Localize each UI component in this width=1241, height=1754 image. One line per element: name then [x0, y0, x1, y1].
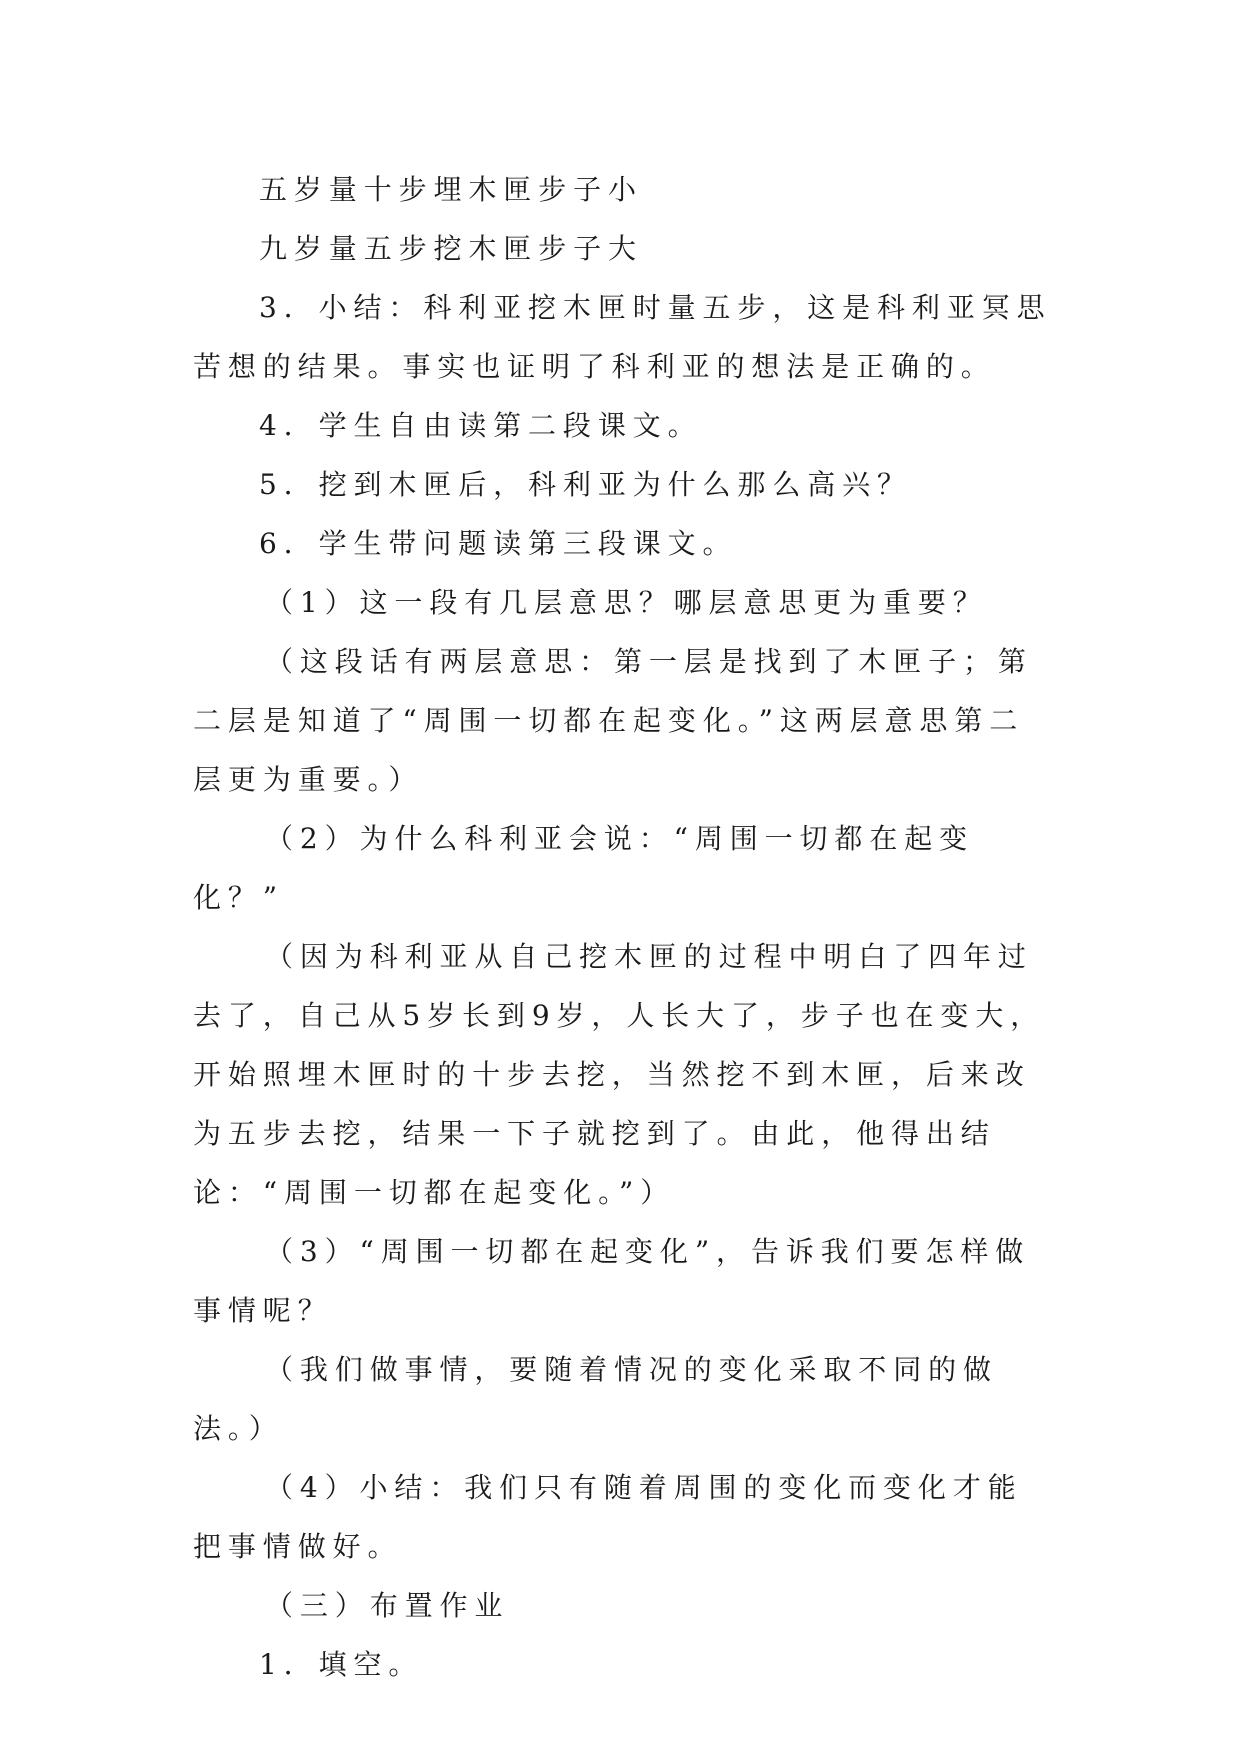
homework-item-1: 1．填空。 [259, 1648, 424, 1681]
question-4: （4）小结：我们只有随着周围的变化而变化才能把事情做好。 [193, 1471, 1023, 1563]
question-2: （2）为什么科利亚会说：“周围一切都在起变化？” [193, 822, 975, 914]
question-1: （1）这一段有几层意思？哪层意思更为重要？ [265, 586, 988, 619]
paragraph-item-5: 5．挖到木匣后，科利亚为什么那么高兴？ [259, 468, 912, 501]
text-line-five-years: 五岁量十步埋木匣步子小 [259, 173, 643, 206]
answer-2: （因为科利亚从自己挖木匣的过程中明白了四年过去了，自己从5岁长到9岁，人长大了，步子也在变大，开始照埋木匣时的十步去挖，当然挖不到木匣，后来改为五步去挖，结果一下子就挖到了。由此，他得出结论：“周围一切都在起变化。”） [193, 940, 1046, 1209]
paragraph-item-6: 6．学生带问题读第三段课文。 [259, 527, 738, 560]
question-3: （3）“周围一切都在起变化”，告诉我们要怎样做事情呢？ [193, 1235, 1031, 1327]
answer-1: （这段话有两层意思：第一层是找到了木匣子；第二层是知道了“周围一切都在起变化。”这两层意思第二层更为重要。） [193, 645, 1033, 796]
document-body [193, 160, 1055, 1694]
paragraph-item-3: 3．小结：科利亚挖木匣时量五步，这是科利亚冥思苦想的结果。事实也证明了科利亚的想法是正确的。 [193, 291, 1052, 383]
text-line-nine-years: 九岁量五步挖木匣步子大 [259, 232, 643, 265]
paragraph-item-4: 4．学生自由读第二段课文。 [259, 409, 703, 442]
answer-3: （我们做事情，要随着情况的变化采取不同的做法。） [193, 1353, 998, 1445]
section-heading-homework: （三）布置作业 [265, 1589, 510, 1622]
